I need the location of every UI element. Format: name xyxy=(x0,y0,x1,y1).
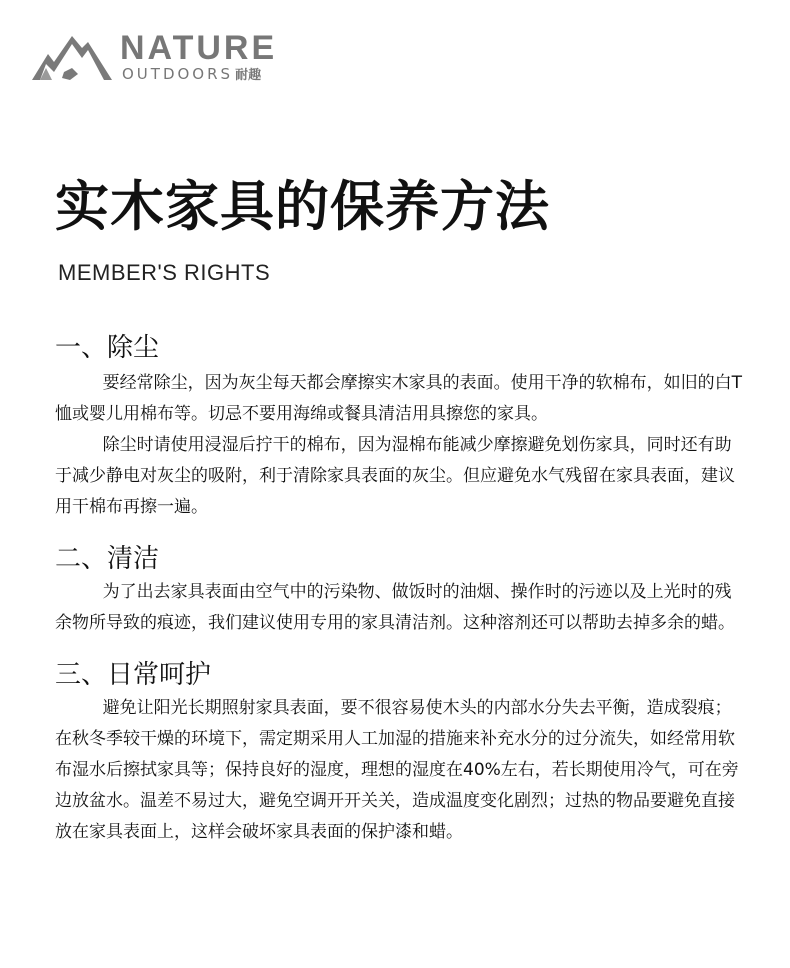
mountain-logo-icon xyxy=(32,28,116,84)
page-subtitle: MEMBER'S RIGHTS xyxy=(58,260,271,285)
brand-name: NATURE xyxy=(120,29,278,67)
section-heading: 三、日常呵护 xyxy=(55,660,212,690)
section-paragraph: 为了出去家具表面由空气中的污染物、做饭时的油烟、操作时的污迹以及上光时的残余物所导致的痕迹，我们建议使用专用的家具清洁剂。这种溶剂还可以帮助去掉多余的蜡。 xyxy=(55,582,735,633)
brand-subtitle-en: OUTDOORS xyxy=(122,65,234,83)
brand-subtitle xyxy=(122,66,261,84)
brand-logo xyxy=(32,28,292,84)
section-daily-care xyxy=(55,657,745,848)
section-heading: 二、清洁 xyxy=(55,544,160,574)
section-paragraph: 要经常除尘，因为灰尘每天都会摩擦实木家具的表面。使用干净的软棉布，如旧的白T恤或婴儿用棉布等。切忌不要用海绵或餐具清洁用具擦您的家具。 xyxy=(55,373,742,424)
section-paragraph: 除尘时请使用浸湿后拧干的棉布，因为湿棉布能减少摩擦避免划伤家具，同时还有助于减少静电对灰尘的吸附，利于清除家具表面的灰尘。但应避免水气残留在家具表面，建议用干棉布再擦一遍。 xyxy=(55,435,735,517)
section-dusting xyxy=(55,330,745,523)
article-body xyxy=(55,330,745,866)
section-heading: 一、除尘 xyxy=(55,333,160,363)
brand-subtitle-cn: 耐趣 xyxy=(235,68,262,83)
section-paragraph: 避免让阳光长期照射家具表面，要不很容易使木头的内部水分失去平衡，造成裂痕；在秋冬季较干燥的环境下，需定期采用人工加湿的措施来补充水分的过分流失，如经常用软布湿水后擦拭家具等；保持良好的湿度，理想的湿度在40%左右，若长期使用冷气，可在旁边放盆水。温差不易过大，避免空调开开关关，造成温度变化剧烈；过热的物品要避免直接放在家具表面上，这样会破坏家具表面的保护漆和蜡。 xyxy=(55,698,739,842)
page-title: 实木家具的保养方法 xyxy=(55,175,550,238)
section-cleaning xyxy=(55,541,745,639)
